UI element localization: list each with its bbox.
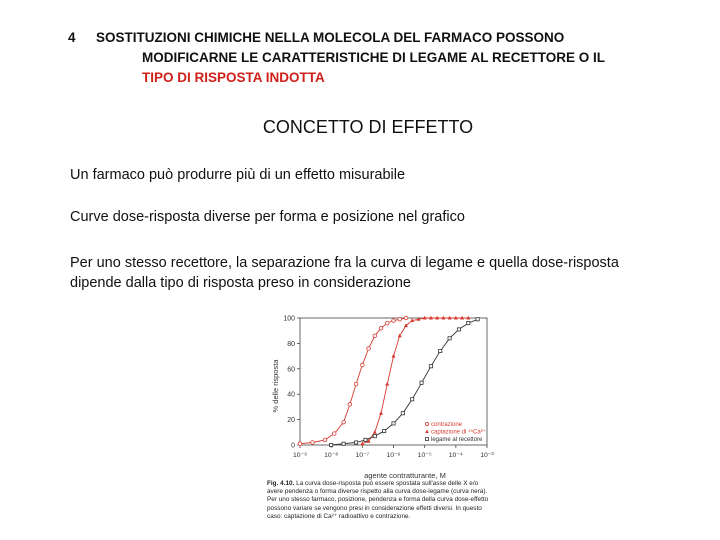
figure-caption	[267, 480, 495, 521]
paragraph-effect: Un farmaco può produrre più di un effetto misurabile	[70, 167, 406, 183]
heading-line-2: MODIFICARNE LE CARATTERISTICHE DI LEGAME AL RECETTORE O IL	[142, 50, 606, 65]
data-point	[342, 442, 345, 445]
series-0	[298, 316, 408, 445]
y-tick-label: 40	[287, 391, 295, 399]
x-axis-label: agente contratturante, M	[364, 471, 446, 480]
x-tick-label: 10⁻⁶	[386, 452, 401, 459]
heading-line-1: SOSTITUZIONI CHIMICHE NELLA MOLECOLA DEL FARMACO POSSONO	[96, 30, 565, 45]
data-point	[332, 432, 336, 436]
caption-label: Fig. 4.10.	[267, 480, 295, 487]
data-point	[420, 381, 423, 384]
data-point	[355, 441, 358, 444]
dose-response-figure	[255, 308, 495, 540]
data-point	[429, 365, 432, 368]
data-point	[323, 438, 327, 442]
data-point	[392, 319, 396, 323]
data-point	[373, 334, 377, 338]
data-point	[379, 411, 383, 415]
paragraph-receptor: Per uno stesso recettore, la separazione fra la curva di legame e quella dose-risposta dipende dalla tipo di risposta preso in considerazione	[70, 255, 619, 291]
data-point	[439, 349, 442, 352]
y-axis-label: % delle risposta	[271, 359, 280, 413]
legend-marker	[425, 430, 429, 434]
data-point	[401, 412, 404, 415]
data-point	[404, 323, 408, 327]
data-point	[398, 317, 402, 321]
data-point	[404, 316, 408, 320]
heading-line-3: TIPO DI RISPOSTA INDOTTA	[142, 70, 325, 85]
chart-legend	[425, 422, 486, 443]
legend-label: legame al recettore	[431, 437, 483, 443]
y-tick-label: 60	[287, 366, 295, 374]
caption-text: La curva dose-risposta può essere spostata sull'asse delle X e/o avere pendenza o forma diverse rispetto alla curva dose-legame (curva nera). Per uno stesso farmaco, posizione, pendenza e forma della curva dose-effetto possono variare se vengono presi in considerazione effetti diversi. In questo caso: captazione di Ca²⁺ radioattivo e contrazione.	[267, 480, 489, 520]
data-point	[385, 321, 389, 325]
data-point	[361, 363, 365, 367]
paragraph-curves: Curve dose-risposta diverse per forma e posizione nel grafico	[70, 209, 465, 225]
y-tick-label: 20	[287, 417, 295, 425]
data-point	[467, 321, 470, 324]
x-tick-label: 10⁻⁷	[355, 452, 370, 459]
data-point	[385, 382, 389, 386]
x-tick-label: 10⁻⁸	[324, 452, 339, 459]
data-point	[348, 403, 352, 407]
data-point	[330, 443, 333, 446]
legend-marker	[425, 422, 428, 425]
data-point	[354, 382, 358, 386]
x-tick-label: 10⁻⁴	[448, 452, 463, 459]
data-point	[379, 326, 383, 330]
data-point	[342, 420, 346, 424]
y-tick-label: 0	[291, 442, 295, 450]
data-point	[411, 398, 414, 401]
legend-marker	[426, 438, 429, 441]
data-point	[373, 435, 376, 438]
y-tick-label: 80	[287, 340, 295, 348]
data-point	[448, 337, 451, 340]
data-point	[311, 441, 315, 445]
dose-response-chart	[255, 308, 495, 480]
x-tick-label: 10⁻⁹	[292, 452, 308, 459]
data-point	[457, 328, 460, 331]
data-point	[367, 347, 371, 351]
data-point	[364, 438, 367, 441]
x-tick-label: 10⁻⁵	[417, 452, 432, 459]
data-point	[476, 318, 479, 321]
data-point	[392, 422, 395, 425]
y-tick-label: 100	[283, 315, 295, 323]
legend-label: contrazione	[431, 422, 463, 428]
data-point	[373, 430, 377, 434]
data-point	[298, 442, 302, 446]
series-line	[300, 318, 406, 444]
legend-label: captazione di ⁴⁵Ca²⁺	[431, 429, 486, 436]
data-point	[383, 429, 386, 432]
x-tick-label: 10⁻³	[480, 452, 494, 459]
data-point	[392, 354, 396, 358]
concept-title: CONCETTO DI EFFETTO	[262, 117, 474, 137]
heading-number: 4	[68, 30, 76, 45]
